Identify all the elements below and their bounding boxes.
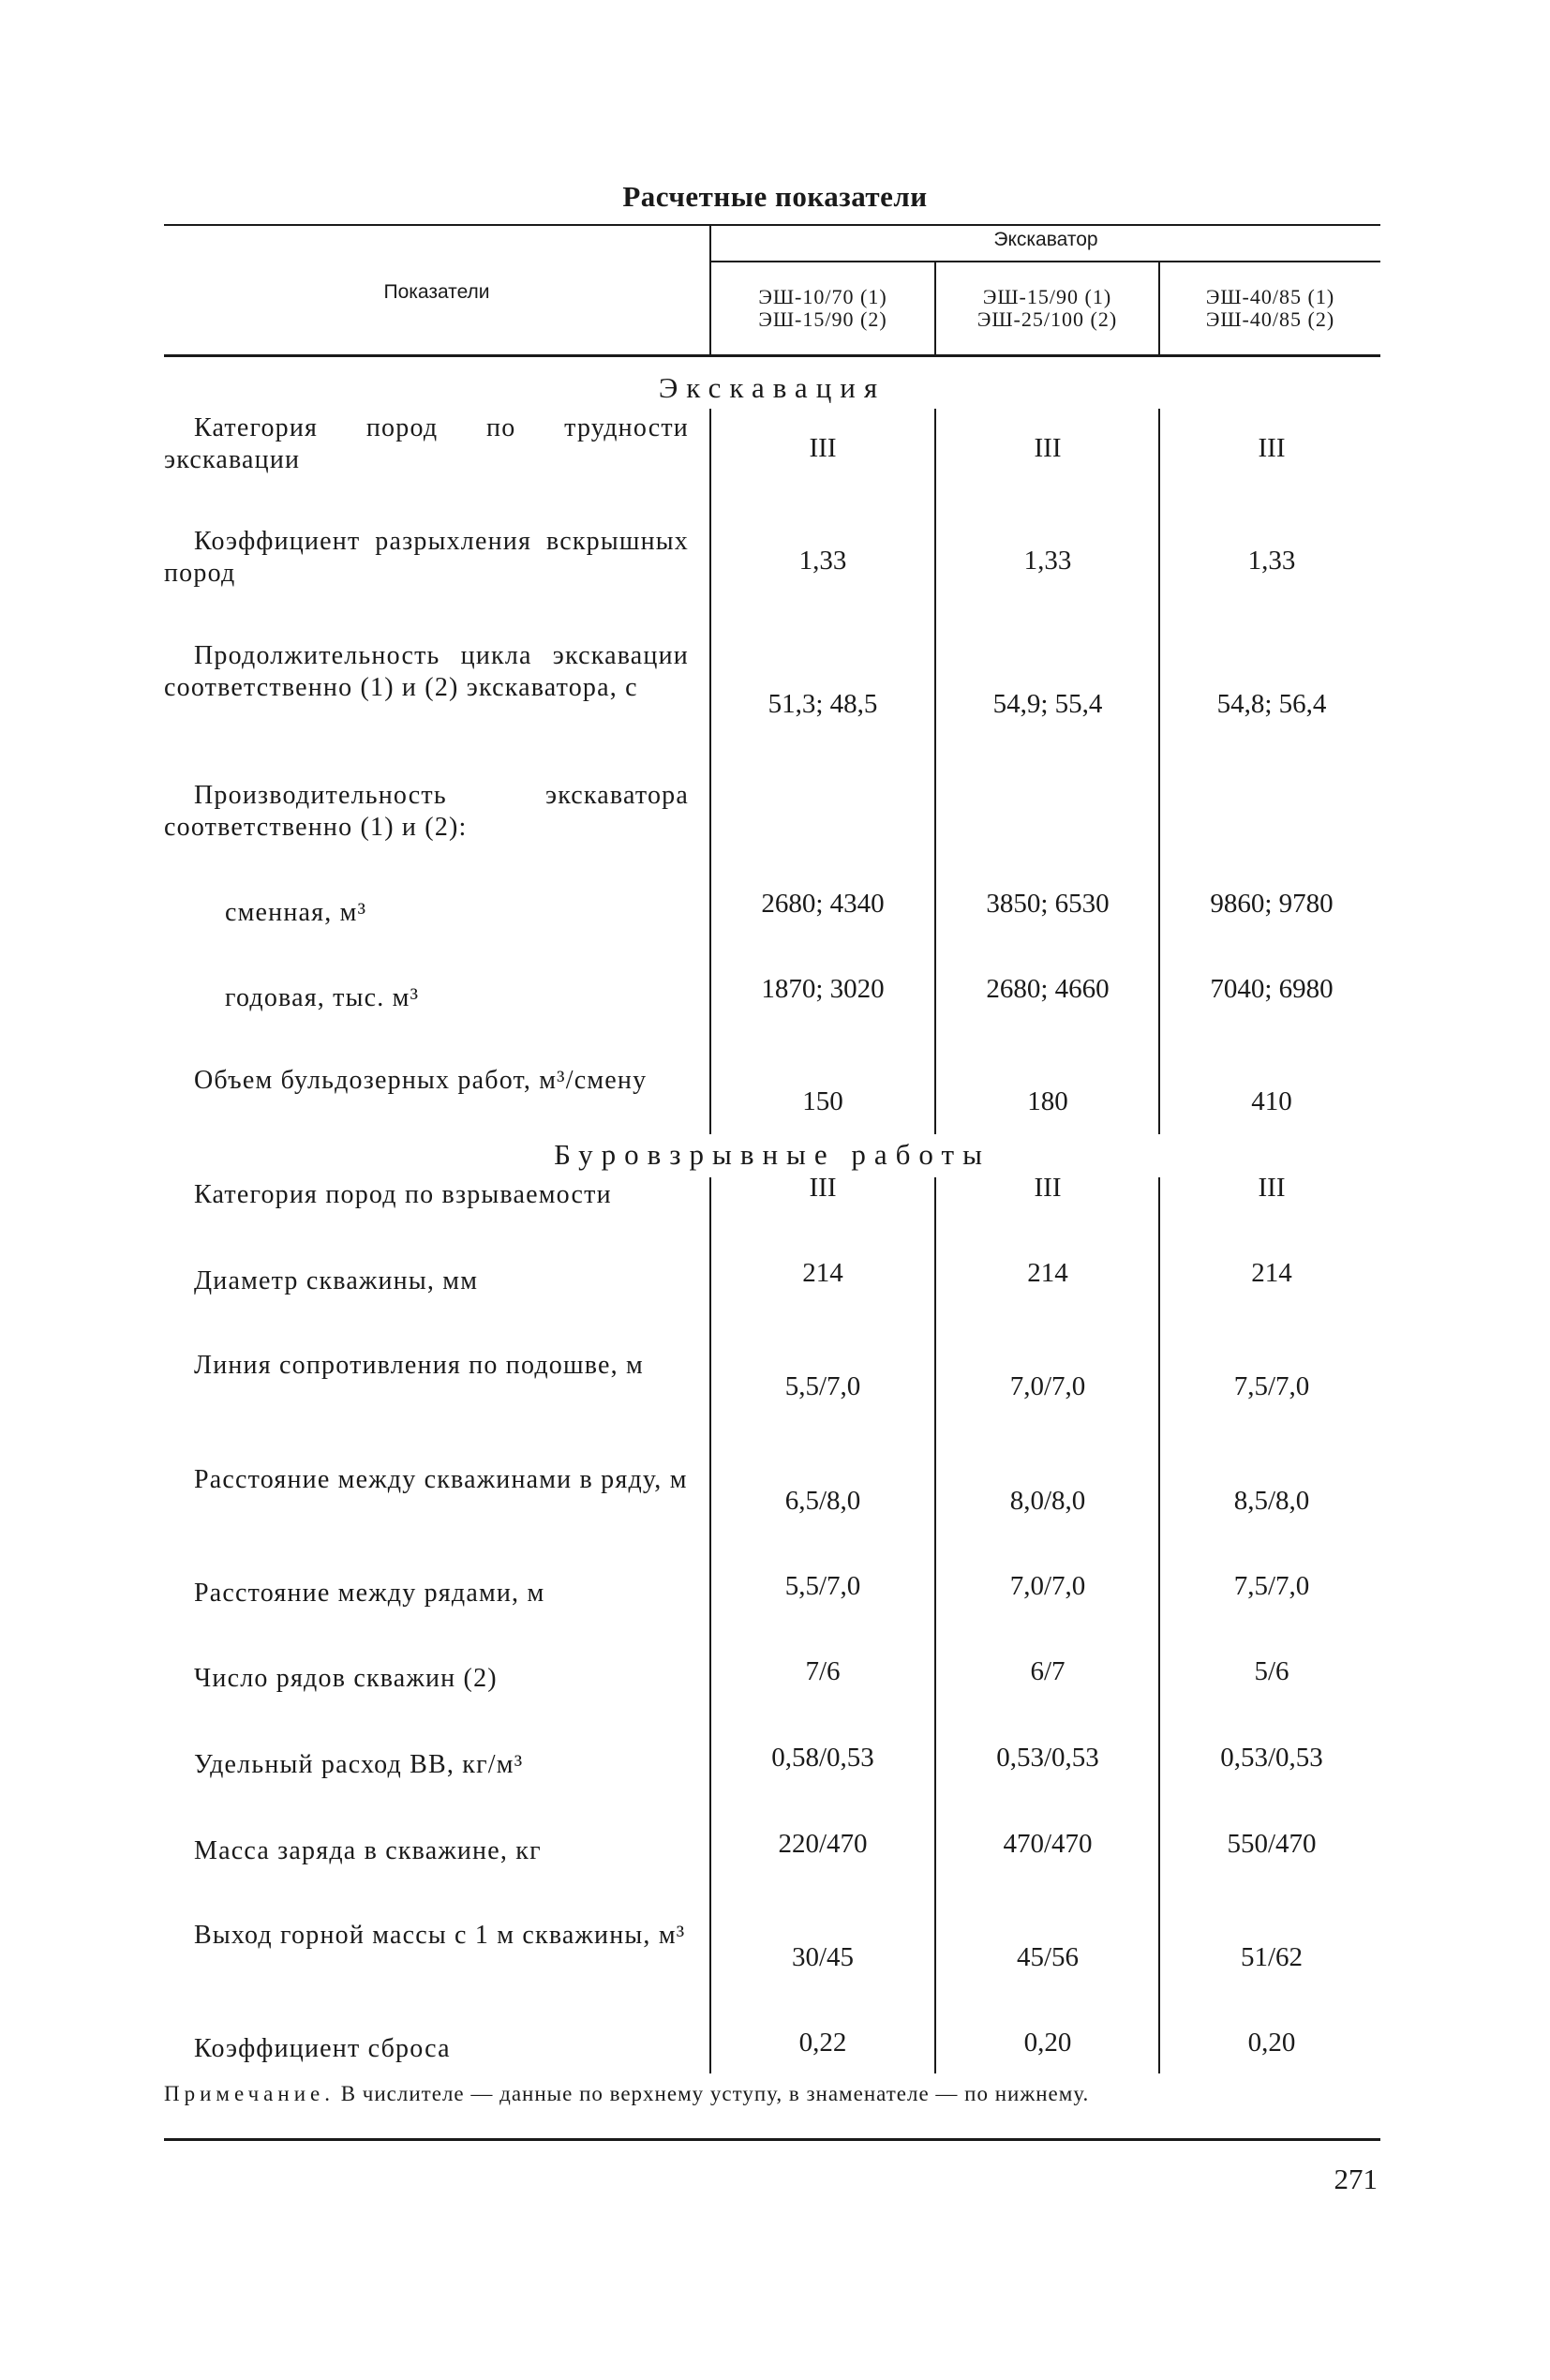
header-column-1 — [711, 286, 934, 331]
row-label: Категория пород по взрываемости — [194, 1180, 612, 1209]
row-value: 150 — [802, 1086, 843, 1116]
row-value: 45/56 — [1016, 1942, 1080, 1972]
header-column-2 — [936, 286, 1158, 331]
row-value: 51/62 — [1240, 1942, 1304, 1972]
row-value: 550/470 — [1227, 1829, 1317, 1859]
row-value: 2680; 4340 — [761, 889, 885, 919]
row-value: 9860; 9780 — [1210, 889, 1334, 919]
row-value: 6,5/8,0 — [784, 1486, 861, 1516]
note-text: В числителе — данные по верхнему уступу, в знаменателе — по нижнему. — [340, 2082, 1090, 2105]
row-label: Коэффициент сброса — [194, 2034, 451, 2063]
row-label: Производительность экскаватора соответственно (1) и (2): — [164, 781, 689, 842]
model-line: ЭШ-25/100 (2) — [976, 307, 1118, 331]
model-line: ЭШ-15/90 (1) — [982, 285, 1112, 308]
header-excavator: Экскаватор — [993, 229, 1098, 250]
row-value: 54,8; 56,4 — [1216, 689, 1327, 719]
row-value: 7,5/7,0 — [1233, 1571, 1310, 1601]
row-value: 180 — [1027, 1086, 1068, 1116]
row-value: 54,9; 55,4 — [992, 689, 1103, 719]
row-value: 3850; 6530 — [986, 889, 1110, 919]
row-value: 7,0/7,0 — [1009, 1371, 1086, 1401]
model-line: ЭШ-15/90 (2) — [758, 307, 887, 331]
row-value: 7,0/7,0 — [1009, 1571, 1086, 1601]
table-title: Расчетные показатели — [622, 180, 928, 213]
row-label: Категория пород по трудности экскавации — [164, 413, 689, 474]
row-value: 0,53/0,53 — [1220, 1743, 1323, 1773]
row-label: Продолжительность цикла экскавации соответственно (1) и (2) экскаватора, с — [164, 641, 689, 702]
header-indicators: Показатели — [383, 281, 490, 303]
column-divider — [934, 409, 936, 1134]
row-value: III — [1258, 1173, 1286, 1203]
row-value: 8,5/8,0 — [1233, 1486, 1310, 1516]
row-label: сменная, м³ — [225, 898, 367, 927]
row-value: 5,5/7,0 — [784, 1371, 861, 1401]
row-value: 7040; 6980 — [1210, 974, 1334, 1004]
row-label: Удельный расход ВВ, кг/м³ — [194, 1750, 524, 1779]
row-value: 1,33 — [798, 546, 847, 576]
row-value: 7/6 — [805, 1656, 841, 1686]
row-value: 1,33 — [1023, 546, 1072, 576]
row-value: 8,0/8,0 — [1009, 1486, 1086, 1516]
row-label: Объем бульдозерных работ, м³/смену — [194, 1066, 648, 1095]
row-label: Расстояние между рядами, м — [194, 1579, 545, 1608]
row-value: 410 — [1251, 1086, 1292, 1116]
row-value: 0,53/0,53 — [996, 1743, 1099, 1773]
row-label: Диаметр скважины, мм — [194, 1266, 479, 1295]
row-value: 51,3; 48,5 — [768, 689, 878, 719]
row-value: 470/470 — [1003, 1829, 1093, 1859]
row-value: 0,20 — [1247, 2028, 1296, 2058]
row-label: Коэффициент разрыхления вскрышных пород — [164, 527, 689, 588]
row-value: III — [809, 1173, 837, 1203]
row-value: 214 — [802, 1258, 843, 1288]
row-value: III — [1034, 433, 1062, 463]
row-value: III — [1034, 1173, 1062, 1203]
table-bottom-rule — [164, 2138, 1380, 2141]
header-column-3 — [1160, 286, 1380, 331]
row-value: 220/470 — [778, 1829, 868, 1859]
column-divider — [1158, 1177, 1160, 2073]
column-divider — [1158, 409, 1160, 1134]
row-value: 5/6 — [1254, 1656, 1289, 1686]
row-value: III — [809, 433, 837, 463]
page-number: 271 — [1334, 2163, 1378, 2195]
header-bottom-rule — [164, 354, 1380, 357]
table-note — [164, 2079, 1380, 2108]
column-divider — [709, 1177, 711, 2073]
row-label: годовая, тыс. м³ — [225, 983, 420, 1012]
row-value: 6/7 — [1030, 1656, 1066, 1686]
row-value: 1,33 — [1247, 546, 1296, 576]
row-value: III — [1258, 433, 1286, 463]
row-value: 0,20 — [1023, 2028, 1072, 2058]
section-excavation: Экскавация — [658, 371, 887, 404]
row-value: 0,22 — [798, 2028, 847, 2058]
row-value: 214 — [1251, 1258, 1292, 1288]
row-value: 1870; 3020 — [761, 974, 885, 1004]
row-value: 2680; 4660 — [986, 974, 1110, 1004]
row-label: Выход горной массы с 1 м скважины, м³ — [194, 1921, 686, 1950]
row-label: Расстояние между скважинами в ряду, м — [194, 1465, 688, 1494]
row-value: 30/45 — [791, 1942, 855, 1972]
column-divider — [934, 1177, 936, 2073]
model-line: ЭШ-40/85 (1) — [1205, 285, 1335, 308]
row-label: Масса заряда в скважине, кг — [194, 1836, 542, 1865]
row-value: 214 — [1027, 1258, 1068, 1288]
excavator-header-rule — [711, 261, 1380, 262]
section-drilling: Буровзрывные работы — [554, 1138, 991, 1171]
table-top-rule — [164, 224, 1380, 226]
row-value: 0,58/0,53 — [771, 1743, 874, 1773]
model-line: ЭШ-10/70 (1) — [758, 285, 887, 308]
row-label: Число рядов скважин (2) — [194, 1664, 498, 1693]
row-label: Линия сопротивления по подошве, м — [194, 1351, 644, 1380]
row-value: 7,5/7,0 — [1233, 1371, 1310, 1401]
model-line: ЭШ-40/85 (2) — [1205, 307, 1335, 331]
note-prefix: Примечание. — [164, 2082, 335, 2105]
row-value: 5,5/7,0 — [784, 1571, 861, 1601]
column-divider — [709, 409, 711, 1134]
